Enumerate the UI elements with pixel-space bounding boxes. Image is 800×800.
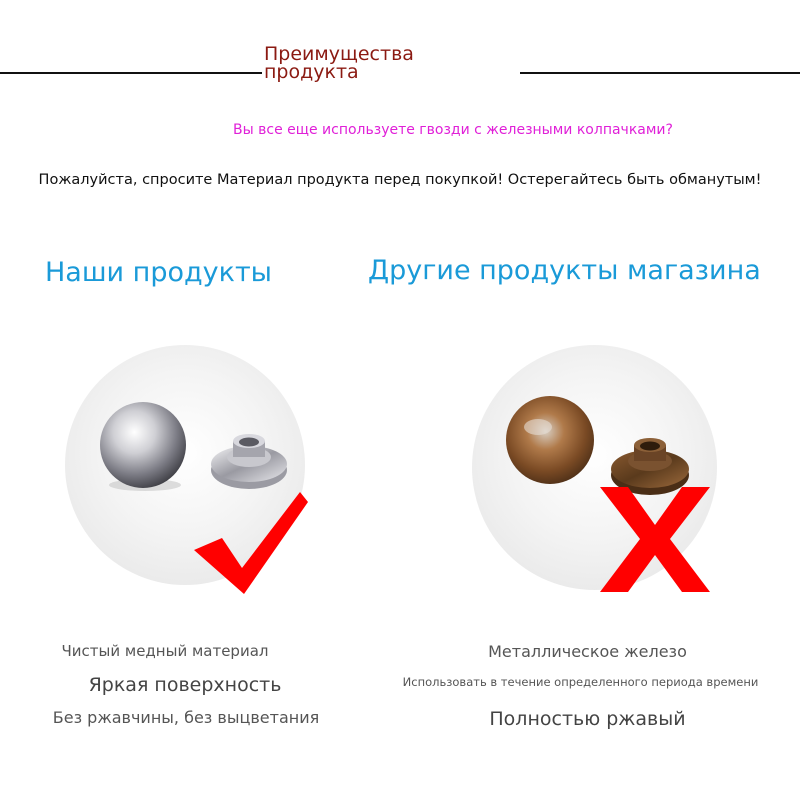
header-rule-right (520, 72, 800, 74)
header-title: Преимущества продукта (264, 43, 414, 83)
left-feature-3: Без ржавчины, без выцветания (52, 708, 320, 727)
warning-text: Пожалуйста, спросите Материал продукта перед покупкой! Остерегайтесь быть обманутым! (38, 172, 762, 188)
header-rule-left (0, 72, 262, 74)
right-feature-2: Использовать в течение определенного периода времени (402, 675, 759, 689)
check-icon (192, 488, 312, 598)
right-feature-3: Полностью ржавый (489, 708, 686, 730)
cross-icon (600, 487, 710, 592)
left-column-title: Наши продукты (45, 257, 272, 288)
left-feature-2: Яркая поверхность (88, 674, 282, 696)
left-feature-1: Чистый медный материал (61, 642, 269, 660)
right-column-title: Другие продукты магазина (368, 255, 761, 286)
question-text: Вы все еще используете гвозди с железными колпачками? (233, 122, 673, 138)
right-feature-1: Металлическое железо (488, 642, 687, 661)
